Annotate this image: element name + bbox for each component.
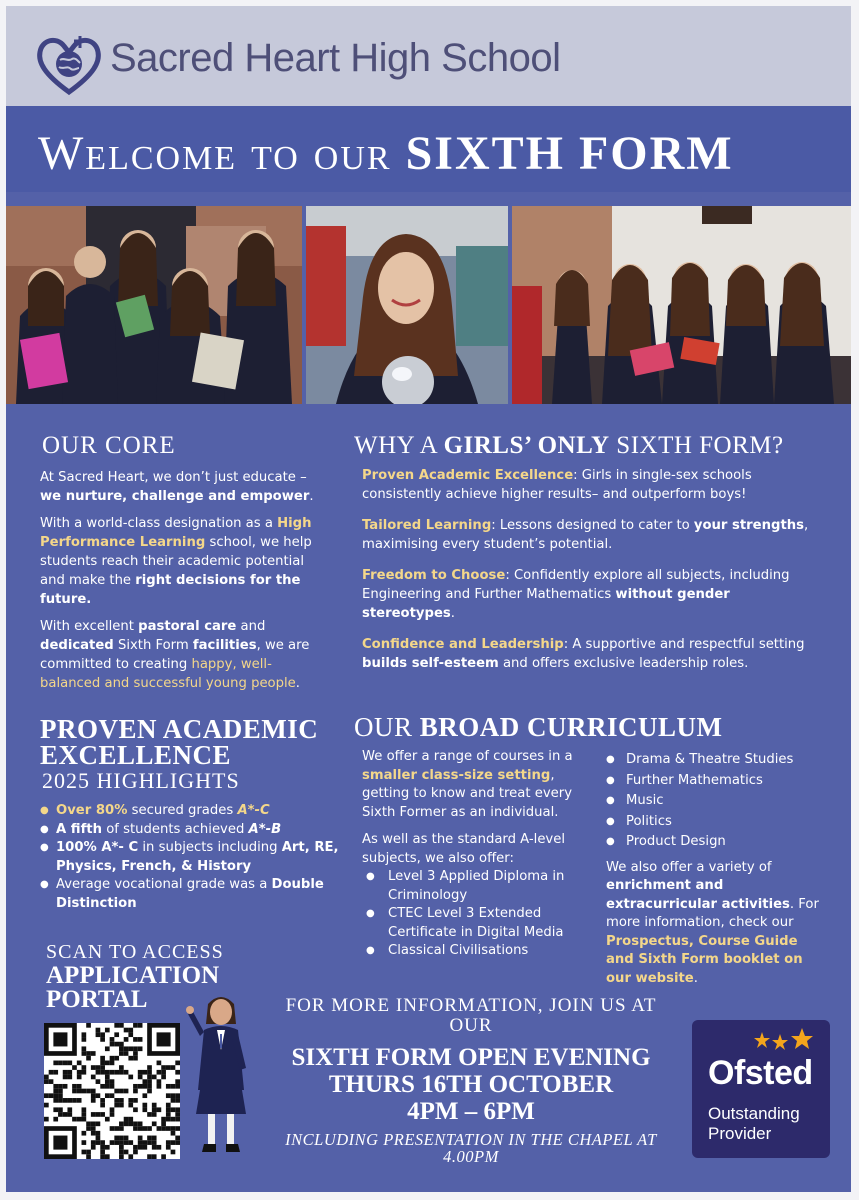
core-emphasis: right decisions for the future. [40,573,301,607]
core-emphasis: we nurture, challenge and empower [40,489,310,504]
highlight-emphasis: 100% A*- C [56,840,139,855]
highlight-emphasis: Double Distinction [56,877,324,911]
curriculum-right-column [606,750,824,988]
highlight-text: Average vocational grade was a [56,877,272,892]
curriculum-text: , getting to know and treat every Sixth Former as an individual. [362,767,573,820]
highlight-text: in subjects including [138,840,282,855]
curriculum-left-list [366,868,598,961]
curriculum-text: We offer a range of courses in a [362,749,573,764]
ofsted-line2: Provider [708,1124,772,1143]
photo-strip [6,206,851,404]
open-evening-block [264,996,678,1165]
excellence-subheading: 2025 HIGHLIGHTS [42,768,240,793]
core-text: and [236,619,266,634]
why-item-emphasis: builds self-esteem [362,656,499,671]
portal-line2: APPLICATION [46,962,220,989]
curriculum-heading-bold: BROAD CURRICULUM [419,712,723,742]
course-item: ● Further Mathematics [606,771,824,792]
core-text: At Sacred Heart, we don’t just educate – [40,470,307,485]
course-item: ● Music [606,791,824,812]
why-item-text: : Girls in single-sex schools consistently achieve higher results– and outperform boys! [362,468,752,502]
course-item: ● Classical Civilisations [366,942,598,961]
why-heading-a: WHY A [354,432,444,459]
core-emphasis: dedicated [40,638,114,653]
why-list [362,466,824,673]
highlight-text: secured grades [127,803,238,818]
why-item-text: : Confidently explore all subjects, including Engineering and Further Mathematics [362,568,790,602]
core-text: , we are committed to creating [40,638,310,672]
why-girls-section [352,432,822,673]
why-item-emphasis: without gender stereotypes [362,587,730,621]
core-text: With a world-class designation as a [40,516,278,531]
portal-line1: SCAN TO ACCESS [46,941,224,963]
course-item: ● Politics [606,812,824,833]
why-item-text: : Lessons designed to cater to [491,518,694,533]
event-time: 4PM – 6PM [407,1098,535,1125]
highlight-item [40,839,340,876]
course-item: ● CTEC Level 3 Extended Certificate in Digital Media [366,905,598,942]
event-date: THURS 16TH OCTOBER [328,1071,614,1098]
why-item-text: and offers exclusive leadership roles. [498,656,749,671]
curriculum-section [354,712,834,743]
why-item [362,516,824,554]
student-illustration [186,990,256,1166]
ofsted-badge [692,1020,830,1158]
curriculum-left-column [362,748,598,961]
why-heading-b: GIRLS’ ONLY [443,432,610,459]
curriculum-heading [354,712,834,743]
why-item [362,635,824,673]
why-item-text: . [450,606,455,621]
qr-code-graphic [44,1023,180,1159]
highlight-subjects: Art, RE, Physics, French, & History [56,840,339,874]
banner-title [38,126,734,181]
academic-excellence-section [40,716,340,913]
core-text: . [295,676,300,691]
school-header [6,6,851,106]
school-name: Sacred Heart High School [110,36,561,80]
highlight-text: of students achieved [102,821,249,837]
why-item [362,566,824,623]
ofsted-name: Ofsted [708,1054,813,1092]
enrich-highlight: Prospectus, Course Guide and Sixth Form booklet on our website [606,933,803,986]
welcome-banner [6,106,851,192]
highlight-item [40,876,340,913]
excellence-heading-line2: EXCELLENCE [40,740,232,770]
curriculum-right-list [606,750,824,853]
student-cartoon-icon [186,990,256,1166]
event-note: INCLUDING PRESENTATION IN THE CHAPEL AT 4.00PM [285,1130,657,1166]
core-text: Sixth Form [113,638,193,653]
curriculum-standard: As well as the standard A-level subjects, we also offer: [362,832,566,866]
why-item-title: Freedom to Choose [362,568,506,583]
core-emphasis: pastoral care [138,619,237,634]
qr-code-icon[interactable] [44,1023,180,1159]
course-item: ● Drama & Theatre Studies [606,750,824,771]
highlight-emphasis: A fifth [56,821,103,837]
why-item-title: Tailored Learning [362,518,492,533]
why-item-title: Proven Academic Excellence [362,468,574,483]
event-title: SIXTH FORM OPEN EVENING [291,1044,651,1071]
banner-title-light: Welcome to our [38,127,392,180]
enrich-emphasis: enrichment and extracurricular activities [606,878,790,912]
our-core-section [40,432,330,693]
why-item-text: , maximising every student’s potential. [362,518,809,552]
photo-students-outside [6,206,302,404]
highlight-grade: A*-B [248,821,282,837]
why-item-text: : A supportive and respectful setting [563,637,805,652]
curriculum-highlight: smaller class-size setting [362,767,551,783]
why-item-title: Confidence and Leadership [362,637,564,652]
photo-students-reading [512,206,851,404]
our-core-heading: OUR CORE [42,432,176,459]
heart-globe-crest-icon [34,32,104,96]
why-heading-c: SIXTH FORM? [609,432,784,459]
ofsted-line1: Outstanding [708,1104,800,1123]
enrichment-text [606,859,824,989]
portal-line3: PORTAL [46,986,148,1013]
core-paragraph-1 [40,468,330,506]
core-highlight: High Performance Learning [40,516,312,550]
why-heading [354,432,822,460]
our-core-body [40,468,330,693]
core-text: . [309,489,314,504]
highlight-item [40,821,340,840]
ofsted-stars-icon [754,1028,818,1054]
flyer-page [6,6,851,1192]
enrich-text: . For more information, check our [606,896,819,930]
core-text: school, we help students reach their academic potential and make the [40,535,312,588]
highlights-list [40,802,340,913]
why-item [362,466,824,504]
banner-title-bold: SIXTH FORM [405,127,734,180]
highlight-grade: A*-C [237,803,270,818]
core-highlight: happy, well-balanced and successful young people [40,657,296,691]
core-paragraph-2 [40,514,330,609]
core-text: With excellent [40,619,139,634]
photo-student-sphere [306,206,508,404]
why-item-emphasis: your strengths [693,518,805,533]
enrich-text: We also offer a variety of [606,859,772,875]
course-item: ● Product Design [606,832,824,853]
enrich-text: . [693,970,698,986]
highlight-item [40,802,340,821]
curriculum-intro [362,748,598,822]
highlight-emphasis: Over 80% [56,803,128,818]
curriculum-heading-light: OUR [354,712,420,742]
event-intro: FOR MORE INFORMATION, JOIN US AT OUR [285,995,657,1036]
core-paragraph-3 [40,617,330,693]
excellence-heading-line1: PROVEN ACADEMIC [40,714,319,744]
core-emphasis: facilities [192,638,257,653]
course-item: ● Level 3 Applied Diploma in Criminology [366,868,598,905]
excellence-heading [40,716,340,768]
